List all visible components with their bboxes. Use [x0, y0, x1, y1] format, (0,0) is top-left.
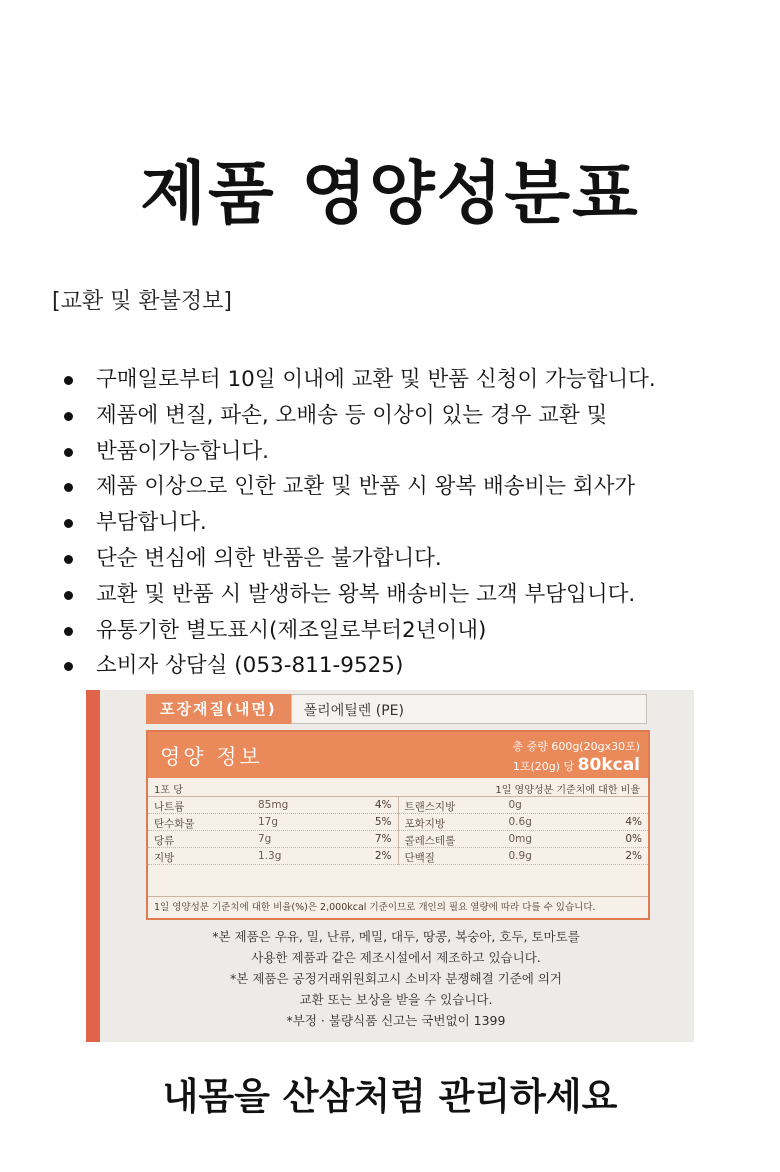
note-line: *본 제품은 우유, 밀, 난류, 메밀, 대두, 땅콩, 복숭아, 호두, 토마토를 [212, 929, 580, 944]
nutrient-name: 콜레스테롤 [404, 835, 456, 847]
serving-prefix: 1포(20g) 당 [512, 760, 575, 773]
table-row [399, 814, 649, 831]
bullet-icon [64, 412, 73, 421]
nutrient-name: 지방 [154, 852, 175, 864]
nutrition-facts-box [146, 730, 650, 920]
list-item-text: 부담합니다. [96, 510, 207, 536]
nutrient-percent: 4% [374, 799, 392, 811]
package-edge [86, 690, 100, 1042]
nutrient-percent: 2% [625, 850, 642, 862]
list-item [60, 613, 760, 649]
note-line: 교환 또는 보상을 받을 수 있습니다. [299, 992, 493, 1007]
nutrition-column-left [148, 797, 398, 865]
nutrition-column-right [398, 797, 649, 865]
list-item [60, 434, 760, 470]
nutrition-subheader [148, 778, 648, 797]
nutrient-percent: 2% [374, 850, 392, 862]
table-row [399, 797, 649, 814]
list-item [60, 469, 760, 505]
exchange-info-list [60, 362, 760, 684]
serving-kcal: 80kcal [577, 755, 640, 775]
list-item [60, 505, 760, 541]
nutrient-name: 탄수화물 [154, 818, 195, 830]
table-row [148, 797, 398, 814]
nutrient-name: 단백질 [404, 852, 435, 864]
nutrient-name: 포화지방 [404, 818, 446, 830]
nutrient-name: 나트륨 [154, 801, 185, 813]
nutrient-percent: 7% [374, 833, 392, 845]
nutrition-header [148, 732, 648, 778]
nutrient-amount: 17g [258, 816, 279, 828]
slogan: 내몸을 산삼처럼 관리하세요 [162, 1075, 618, 1118]
nutrient-name: 트랜스지방 [404, 801, 456, 813]
nutrient-percent: 4% [625, 816, 642, 828]
list-item [60, 398, 760, 434]
bullet-icon [64, 591, 73, 600]
nutrient-percent: 0% [625, 833, 642, 845]
list-item-text: 단순 변심에 의한 반품은 불가합니다. [96, 545, 442, 571]
table-row [399, 831, 649, 848]
nutrient-amount: 1.3g [258, 850, 282, 862]
table-row [148, 848, 398, 865]
nutrient-amount: 7g [258, 833, 272, 845]
packaging-material-row [146, 694, 647, 724]
list-item-text: 반품이가능합니다. [96, 438, 269, 464]
nutrient-amount: 0.9g [508, 850, 532, 862]
bullet-icon [64, 627, 73, 636]
list-item-text: 구매일로부터 10일 이내에 교환 및 반품 신청이 가능합니다. [96, 367, 656, 392]
nutrition-title: 영양 정보 [160, 745, 263, 769]
daily-ratio-label: 1일 영양성분 기준치에 대한 비율 [495, 785, 640, 796]
list-item-text: 유통기한 별도표시(제조일로부터2년이내) [96, 617, 487, 643]
allergen-notes [146, 926, 646, 1031]
nutrient-amount: 0.6g [508, 816, 532, 828]
nutrient-amount: 0mg [508, 833, 533, 845]
nutrient-amount: 0g [508, 799, 522, 811]
bullet-icon [64, 448, 73, 457]
list-item [60, 362, 760, 398]
nutrient-name: 당류 [154, 835, 175, 847]
table-row [148, 831, 398, 848]
bullet-icon [64, 555, 73, 564]
bullet-icon [64, 483, 73, 492]
packaging-material-value: 폴리에틸렌 (PE) [291, 694, 647, 724]
list-item-text: 제품에 변질, 파손, 오배송 등 이상이 있는 경우 교환 및 [96, 402, 608, 428]
packaging-material-label: 포장재질(내면) [146, 694, 291, 724]
bullet-icon [64, 519, 73, 528]
nutrient-percent: 5% [374, 816, 392, 828]
list-item-text: 제품 이상으로 인한 교환 및 반품 시 왕복 배송비는 회사가 [96, 474, 636, 500]
note-line: *본 제품은 공정거래위원회고시 소비자 분쟁해결 기준에 의거 [230, 971, 562, 986]
list-item [60, 577, 760, 613]
nutrition-footnote: 1일 영양성분 기준치에 대한 비율(%)은 2,000kcal 기준이므로 개인의 필요 열량에 따라 다를 수 있습니다. [148, 896, 648, 918]
nutrition-table [148, 797, 648, 865]
list-item [60, 541, 760, 577]
page-title: 제품 영양성분표 [140, 155, 640, 234]
section-label: [교환 및 환불정보] [52, 289, 232, 314]
per-serving-label: 1포 당 [154, 785, 183, 796]
note-line: 사용한 제품과 같은 제조시설에서 제조하고 있습니다. [251, 950, 541, 965]
list-item-text: 소비자 상담실 (053-811-9525) [96, 653, 404, 679]
table-row [148, 814, 398, 831]
bullet-icon [64, 662, 73, 671]
table-row [399, 848, 649, 865]
bullet-icon [64, 376, 73, 385]
nutrition-label-photo [86, 690, 694, 1042]
list-item-text: 교환 및 반품 시 발생하는 왕복 배송비는 고객 부담입니다. [96, 581, 636, 607]
total-weight: 총 중량 600g(20gx30포) [512, 740, 640, 753]
nutrient-amount: 85mg [258, 799, 289, 811]
note-line: *부정 · 불량식품 신고는 국번없이 1399 [286, 1013, 506, 1028]
serving-calories [513, 755, 640, 775]
list-item [60, 648, 760, 684]
